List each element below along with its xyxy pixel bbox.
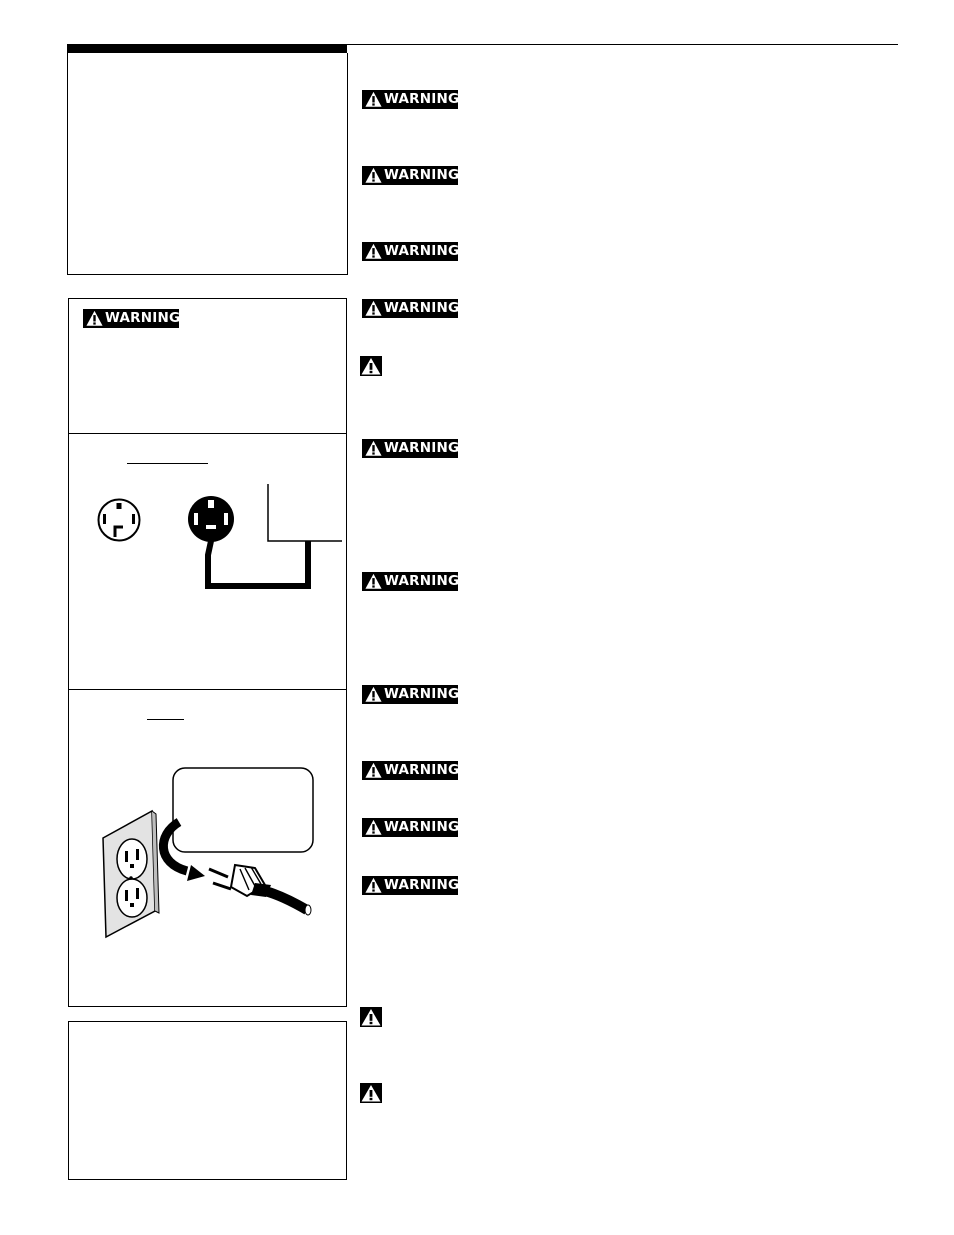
- warning-triangle-icon: [365, 91, 382, 108]
- three-prong-plug-icon: [209, 865, 311, 915]
- header-bar: [67, 44, 347, 53]
- warning-badge-4: [362, 299, 458, 318]
- warning-badge-8: [362, 761, 458, 780]
- wall-outlet-icon: [95, 765, 325, 940]
- warning-label: WARNING: [384, 877, 460, 893]
- warning-label: WARNING: [384, 573, 460, 589]
- warning-label: WARNING: [105, 310, 181, 326]
- header-rule: [347, 44, 898, 45]
- warning-badge-9: [362, 818, 458, 837]
- warning-label: WARNING: [384, 167, 460, 183]
- warning-triangle-icon: [360, 1083, 382, 1103]
- warning-triangle-icon: [365, 300, 382, 317]
- info-box-bottom: [68, 1021, 347, 1180]
- warning-label: WARNING: [384, 819, 460, 835]
- warning-badge-10: [362, 876, 458, 895]
- warning-label: WARNING: [384, 762, 460, 778]
- warning-badge-1: [362, 90, 458, 109]
- warning-triangle-icon: [360, 356, 382, 376]
- warning-label: WARNING: [384, 686, 460, 702]
- warning-triangle-icon: [86, 310, 103, 327]
- warning-badge-5: [362, 439, 458, 458]
- warning-label: WARNING: [384, 243, 460, 259]
- info-box-top: [67, 53, 348, 275]
- plug-caption-underline: [147, 719, 184, 720]
- warning-triangle-icon: [365, 167, 382, 184]
- warning-triangle-icon: [365, 243, 382, 260]
- panel-warning-badge: [83, 309, 179, 328]
- warning-label: WARNING: [384, 300, 460, 316]
- warning-badge-2: [362, 166, 458, 185]
- warning-label: WARNING: [384, 440, 460, 456]
- warning-badge-7: [362, 685, 458, 704]
- outlet-caption-underline: [127, 463, 208, 464]
- warning-triangle-icon: [360, 1007, 382, 1027]
- warning-triangle-icon: [365, 573, 382, 590]
- panel-divider-1: [68, 433, 346, 434]
- warning-triangle-icon: [365, 440, 382, 457]
- warning-triangle-icon: [365, 877, 382, 894]
- panel-divider-2: [68, 689, 346, 690]
- warning-triangle-icon: [365, 686, 382, 703]
- warning-badge-3: [362, 242, 458, 261]
- warning-triangle-icon: [365, 819, 382, 836]
- four-prong-outlet-icon: [90, 483, 342, 591]
- warning-label: WARNING: [384, 91, 460, 107]
- warning-badge-6: [362, 572, 458, 591]
- warning-triangle-icon: [365, 762, 382, 779]
